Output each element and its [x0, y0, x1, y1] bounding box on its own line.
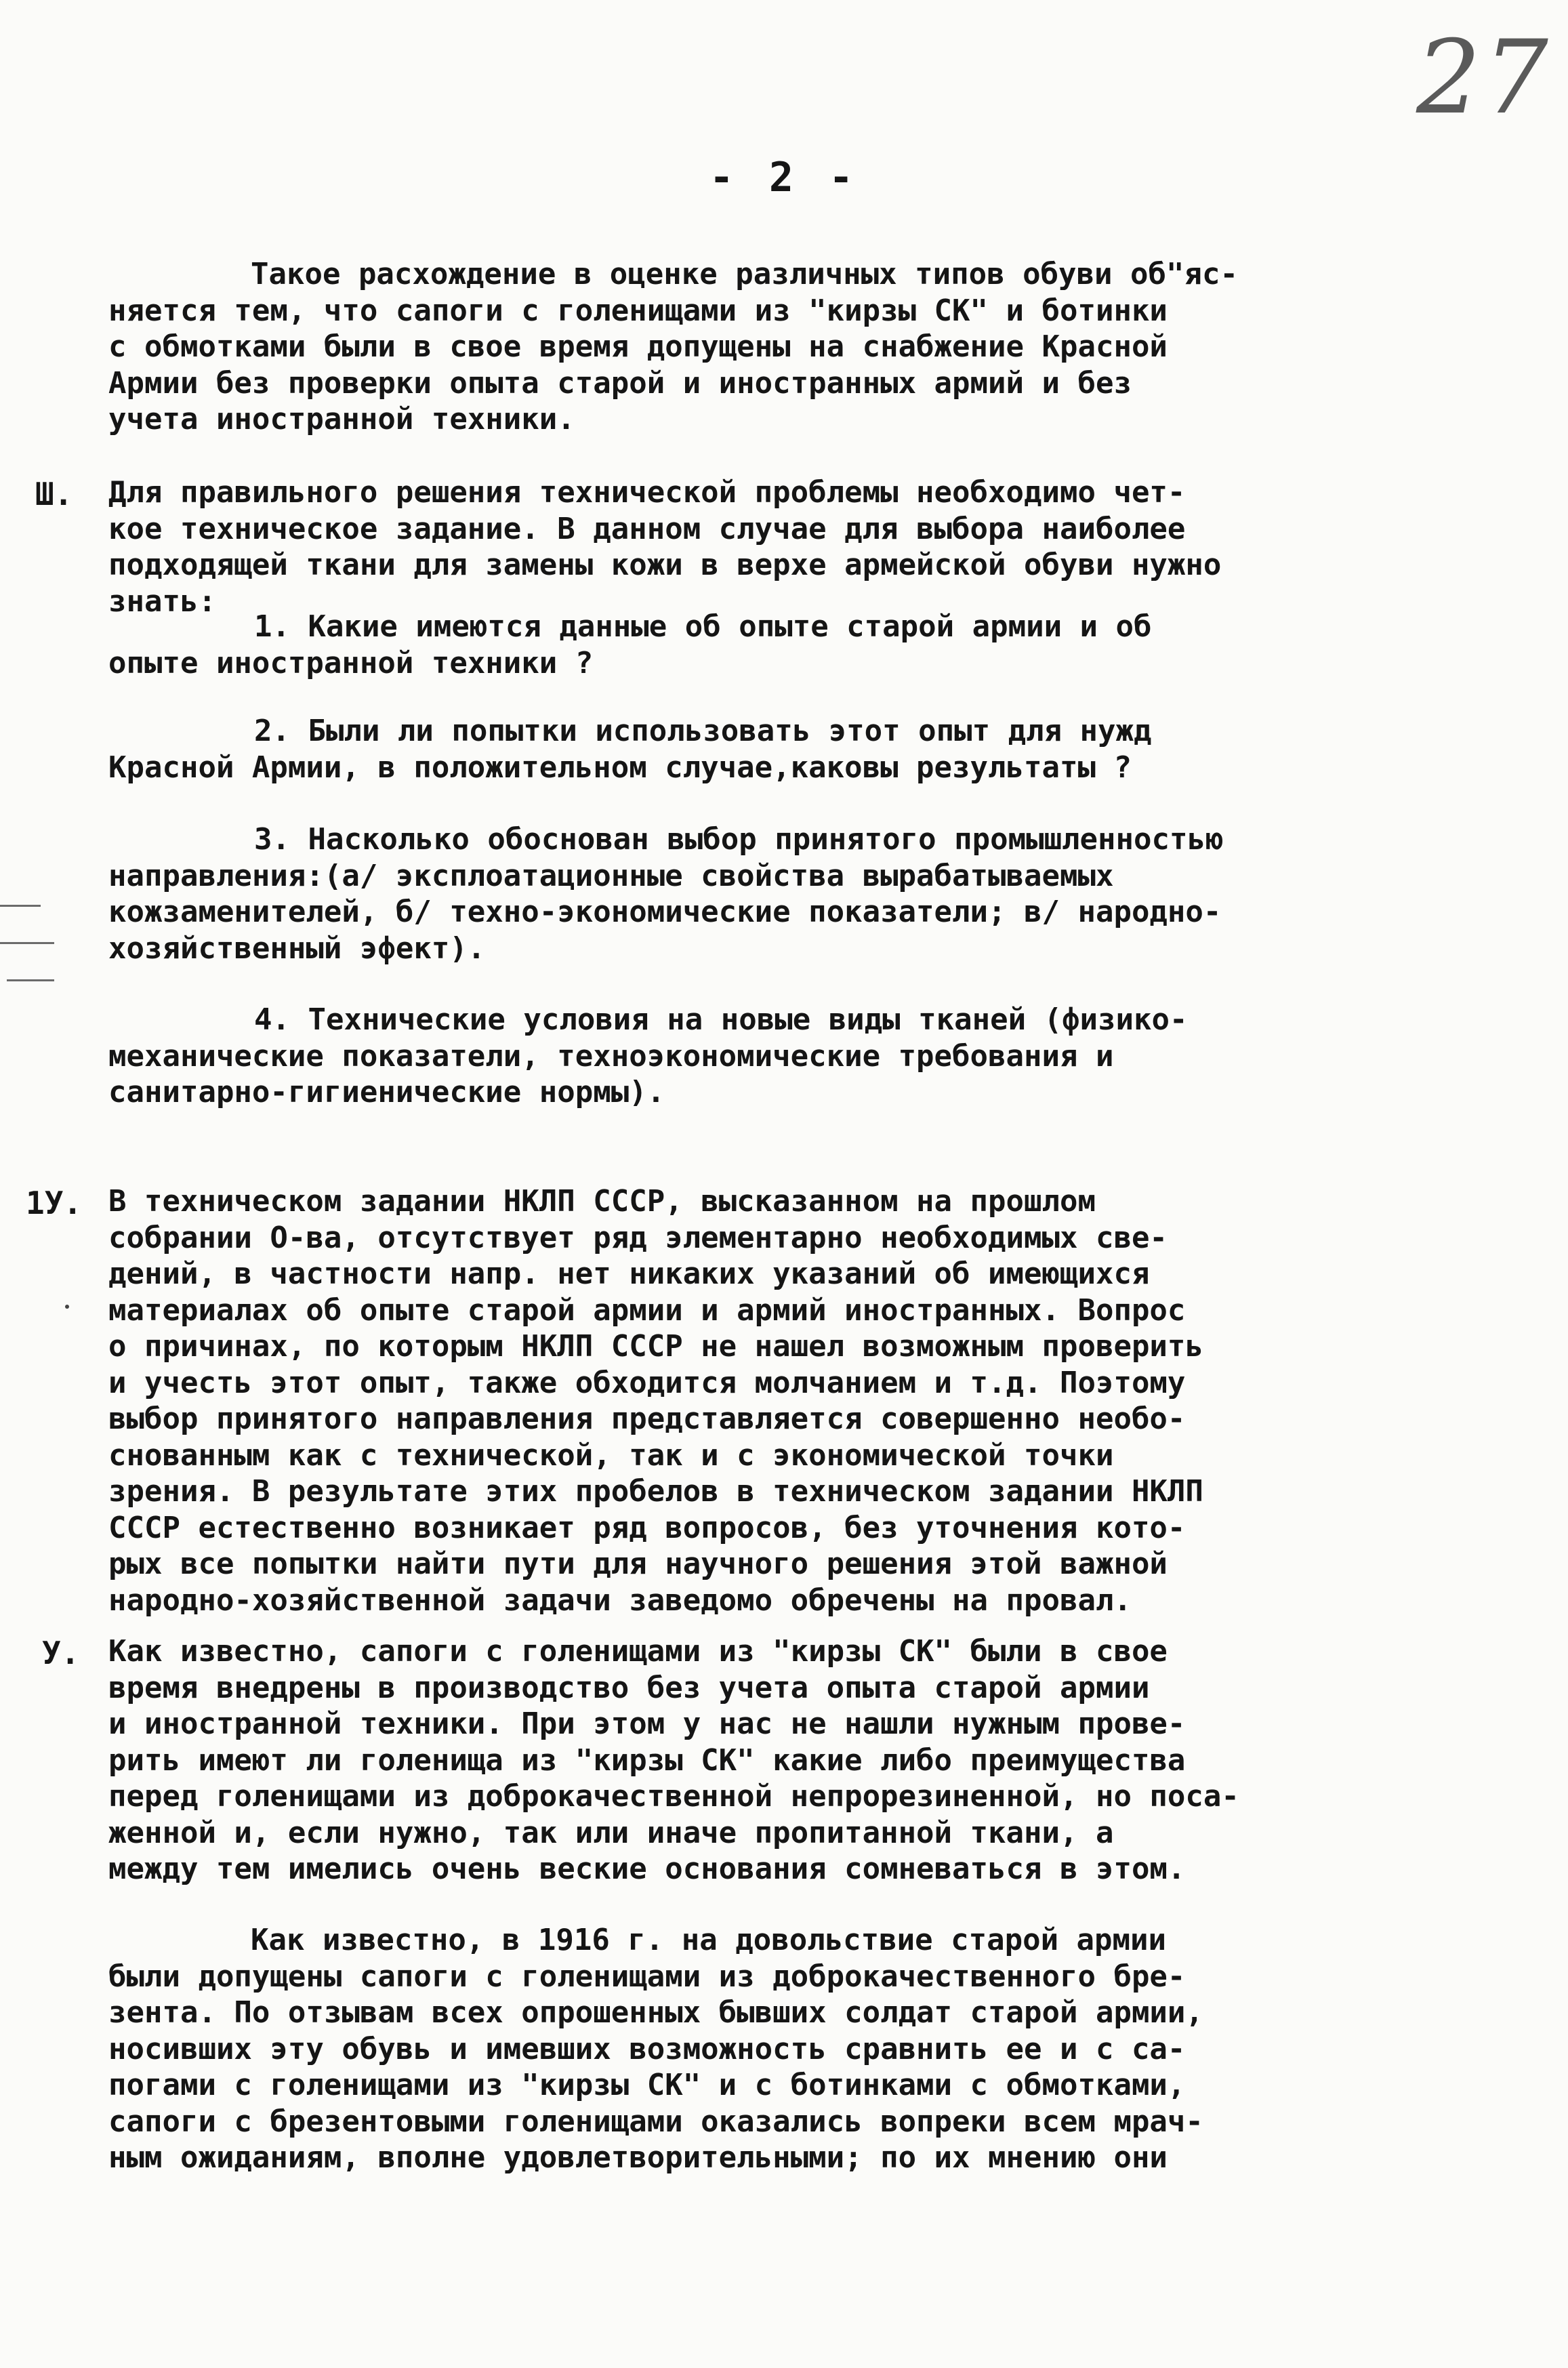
text-line: Такое расхождение в оценке различных типов обуви об"яс- [251, 257, 1238, 291]
text-line: знать: [108, 584, 216, 619]
section-3-item-4 [108, 1002, 1518, 1111]
text-line: В техническом задании НКЛП СССР, высказанном на прошлом [108, 1184, 1096, 1219]
text-line: няется тем, что сапоги с голенищами из "кирзы СК" и ботинки [108, 293, 1168, 328]
text-line: Красной Армии, в положительном случае,каковы результаты ? [108, 750, 1132, 785]
text-line: собрании О-ва, отсутствует ряд элементарно необходимых све- [108, 1220, 1168, 1255]
text-line: перед голенищами из доброкачественной непрорезиненной, но поса- [108, 1779, 1239, 1814]
text-line: опыте иностранной техники ? [108, 645, 594, 680]
text-line: материалах об опыте старой армии и армий иностранных. Вопрос [108, 1292, 1186, 1328]
text-line: СССР естественно возникает ряд вопросов, без уточнения кото- [108, 1510, 1186, 1545]
section-3-item-1 [108, 609, 1518, 681]
text-line: Армии без проверки опыта старой и иностранных армий и без [108, 365, 1132, 401]
section-3-marker: Ш. [35, 476, 73, 512]
text-line: кое техническое задание. В данном случае для выбора наиболее [108, 511, 1186, 546]
section-5-marker: У. [42, 1635, 80, 1671]
text-line: были допущены сапоги с голенищами из доброкачественного бре- [108, 1959, 1186, 1994]
margin-pencil-dot [65, 1305, 69, 1309]
text-line: ным ожиданиям, вполне удовлетворительными; по их мнению они [108, 2140, 1168, 2175]
page-number: - 2 - [709, 154, 859, 201]
text-line: направления:(а/ эксплоатационные свойства вырабатываемых [108, 858, 1114, 893]
text-line: подходящей ткани для замены кожи в верхе армейской обуви нужно [108, 548, 1222, 582]
text-line: Как известно, сапоги с голенищами из "кирзы СК" были в свое [108, 1634, 1168, 1669]
text-line: 2. Были ли попытки использовать этот опыт для нужд [254, 714, 1152, 748]
section-5-paragraph [108, 1633, 1518, 1887]
section-3-paragraph [108, 474, 1518, 619]
text-line: Для правильного решения технической проблемы необходимо чет- [108, 475, 1186, 510]
intro-paragraph [108, 256, 1518, 438]
text-line: женной и, если нужно, так или иначе пропитанной ткани, а [108, 1815, 1114, 1850]
margin-pencil-mark [0, 905, 41, 907]
margin-pencil-mark [0, 942, 54, 944]
text-line: дений, в частности напр. нет никаких указаний об имеющихся [108, 1257, 1150, 1291]
final-paragraph [108, 1922, 1518, 2176]
text-line: учета иностранной техники. [108, 402, 575, 436]
text-line: рить имеют ли голенища из "кирзы СК" какие либо преимущества [108, 1742, 1186, 1778]
text-line: 1. Какие имеются данные об опыте старой армии и об [254, 609, 1152, 644]
section-3-item-2 [108, 713, 1518, 785]
text-line: между тем имелись очень веские основания сомневаться в этом. [108, 1852, 1186, 1886]
text-line: с обмотками были в свое время допущены на снабжение Красной [108, 329, 1168, 364]
text-line: носивших эту обувь и имевших возможность сравнить ее и с са- [108, 2031, 1186, 2066]
archive-page-number: 27 [1416, 19, 1551, 137]
text-line: зрения. В результате этих пробелов в техническом задании НКЛП [108, 1474, 1203, 1509]
margin-pencil-mark [7, 979, 54, 981]
text-line: механические показатели, техноэкономические требования и [108, 1038, 1114, 1074]
text-line: выбор принятого направления представляется совершенно необо- [108, 1402, 1186, 1436]
text-line: и учесть этот опыт, также обходится молчанием и т.д. Поэтому [108, 1365, 1186, 1400]
text-line: о причинах, по которым НКЛП СССР не нашел возможным проверить [108, 1329, 1203, 1364]
section-3-item-3 [108, 821, 1518, 966]
text-line: санитарно-гигиенические нормы). [108, 1075, 665, 1109]
text-line: 4. Технические условия на новые виды тканей (физико- [254, 1002, 1188, 1037]
text-line: рых все попытки найти пути для научного решения этой важной [108, 1547, 1168, 1581]
text-line: 3. Насколько обоснован выбор принятого промышленностью [254, 822, 1224, 857]
text-line: хозяйственный эфект). [108, 931, 486, 966]
text-line: народно-хозяйственной задачи заведомо обречены на провал. [108, 1583, 1132, 1618]
text-line: сапоги с брезентовыми голенищами оказались вопреки всем мрач- [108, 2104, 1203, 2139]
text-line: и иностранной техники. При этом у нас не нашли нужным прове- [108, 1707, 1186, 1741]
section-4-marker: 1У. [26, 1185, 83, 1221]
text-line: зента. По отзывам всех опрошенных бывших солдат старой армии, [108, 1995, 1203, 2030]
text-line: Как известно, в 1916 г. на довольствие старой армии [251, 1923, 1167, 1957]
text-line: время внедрены в производство без учета опыта старой армии [108, 1670, 1150, 1705]
text-line: кожзаменителей, б/ техно-экономические показатели; в/ народно- [108, 895, 1222, 929]
text-line: снованным как с технической, так и с экономической точки [108, 1437, 1114, 1473]
text-line: погами с голенищами из "кирзы СК" и с ботинками с обмотками, [108, 2068, 1186, 2102]
section-4-paragraph [108, 1183, 1518, 1618]
